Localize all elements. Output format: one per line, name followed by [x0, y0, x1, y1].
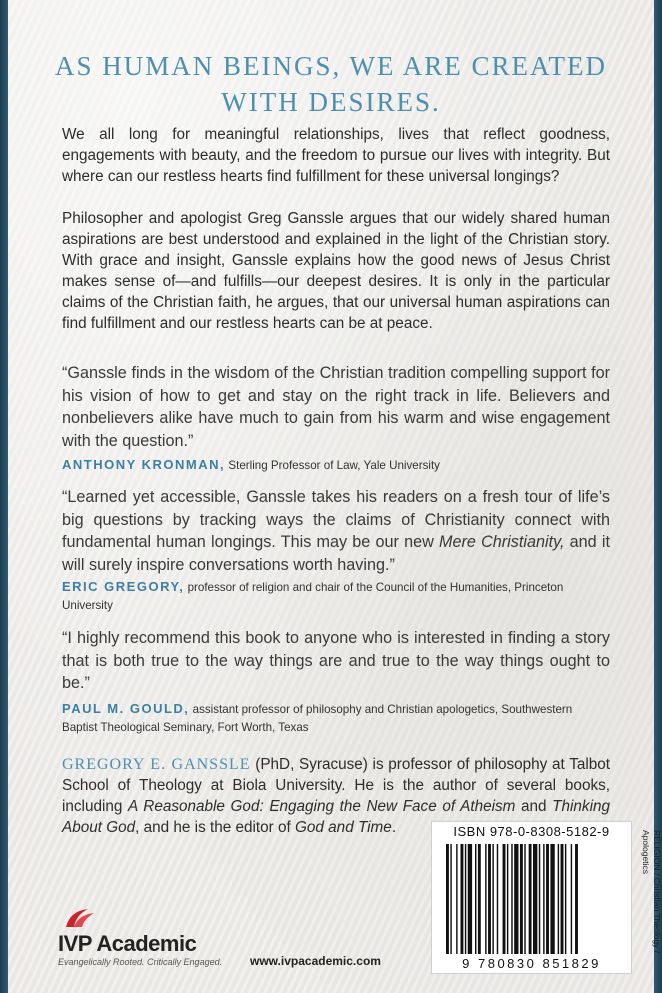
publisher-name: IVP Academic [58, 931, 197, 956]
publisher-logo [58, 907, 258, 967]
endorser-name-2: ERIC GREGORY, [62, 579, 185, 594]
barcode-bar [461, 844, 464, 954]
barcode-bar [446, 844, 449, 954]
endorsement-quote-1: “Ganssle finds in the wisdom of the Christian tradition compelling support for his vision of how to get and stay on the right track in life. Believers and nonbelievers alike have much to gain from his warm and wise engagement with the question.” [62, 364, 610, 450]
bio-text-1: (PhD, Syracuse) is professor of philosophy at Talbot School of Theology at Biola University. He is the author of several books, including [62, 756, 611, 815]
barcode-bar [514, 844, 518, 954]
endorser-name-1: ANTHONY KRONMAN, [62, 457, 226, 472]
barcode-bar [475, 844, 476, 954]
quote-2-end: and it will surely inspire conversations worth having.” [62, 533, 610, 574]
barcode-bar [533, 844, 537, 954]
quote-2-book-title: Mere Christianity, [439, 533, 565, 551]
barcode-number: 9 780830 851829 [462, 956, 601, 971]
barcode-icon [444, 844, 624, 954]
endorser-title-3: assistant professor of philosophy and Christian apologetics, Southwestern Baptist Theological Seminary, Fort Worth, Texas [62, 703, 573, 734]
endorser-title-1: Sterling Professor of Law, Yale University [228, 459, 440, 472]
bio-text-3: , and he is the editor of [135, 819, 296, 836]
barcode-bar [503, 844, 506, 954]
barcode-bar [575, 844, 578, 954]
barcode-bar [511, 844, 512, 954]
endorsement-attribution-3 [62, 700, 610, 737]
barcode-bar [497, 844, 498, 954]
barcode-bar [561, 844, 564, 954]
headline: AS HUMAN BEINGS, WE ARE CREATED WITH DESIRES. [54, 51, 608, 117]
publisher-flame-icon [64, 907, 98, 929]
barcode-bar [492, 844, 493, 954]
barcode-bar [488, 844, 491, 954]
barcode-bar [546, 844, 549, 954]
barcode-bar [571, 844, 572, 954]
description-paragraph-1: We all long for meaningful relationships, lives that reflect goodness, engagements with beauty, and the freedom to pursue our lives with integrity. But where can our restless hearts find fulfillment for these universal longings? [62, 126, 610, 185]
category-label: RELIGION / Christian Theology / Apologetics [641, 830, 662, 954]
endorsement-attribution-2 [62, 578, 610, 615]
barcode-box [431, 821, 632, 974]
publisher-tagline: Evangelically Rooted. Critically Engaged. [58, 957, 223, 967]
bio-book-3: God and Time [295, 819, 392, 836]
barcode-bar [468, 844, 472, 954]
description-paragraph-2: Philosopher and apologist Greg Ganssle argues that our widely shared human aspirations are best understood and explained in the light of the Christian story. With grace and insight, Ganssle explains how the good news of Jesus Christ makes sense of—and fulfills—our deepest desires. It is only in the particular claims of the Christian faith, he argues, that our universal human aspirations can find fulfillment and our restless hearts can be at peace. [62, 210, 610, 332]
quote-2-start: “Learned yet accessible, Ganssle takes his readers on a fresh tour of life’s big questions by tracking ways the claims of Christianity connect with fundamental human longings. This may be our new [62, 488, 610, 551]
bio-book-1: A Reasonable God: Engaging the New Face of Atheism [128, 798, 516, 815]
barcode-bar [539, 844, 540, 954]
barcode-bar [524, 844, 525, 954]
barcode-bar [543, 844, 544, 954]
barcode-bar [450, 844, 451, 954]
bio-book-2: Thinking About God [62, 798, 610, 836]
endorsement-attribution-1 [62, 456, 610, 475]
endorsement-quote-2 [62, 486, 610, 576]
isbn-label: ISBN 978-0-8308-5182-9 [453, 824, 610, 839]
barcode-bar [520, 844, 523, 954]
author-name: GREGORY E. GANSSLE [62, 756, 251, 773]
barcode-bar [550, 844, 554, 954]
barcode-bar [558, 844, 559, 954]
endorser-title-2: professor of religion and chair of the Council of the Humanities, Princeton University [62, 581, 564, 612]
barcode-bar [507, 844, 508, 954]
bio-text-2: and [515, 798, 553, 815]
barcode-bar [465, 844, 466, 954]
endorsement-quote-3: “I highly recommend this book to anyone who is interested in finding a story that is both true to the way things are and true to the way things ought to be.” [62, 629, 610, 692]
barcode-bar [485, 844, 486, 954]
barcode-bar [565, 844, 566, 954]
bio-text-4: . [391, 819, 397, 836]
left-edge-band [0, 0, 8, 993]
barcode-bar [529, 844, 532, 954]
barcode-bar [456, 844, 457, 954]
publisher-url[interactable]: www.ivpacademic.com [250, 954, 381, 968]
barcode-bar [478, 844, 481, 954]
endorser-name-3: PAUL M. GOULD, [62, 701, 190, 716]
